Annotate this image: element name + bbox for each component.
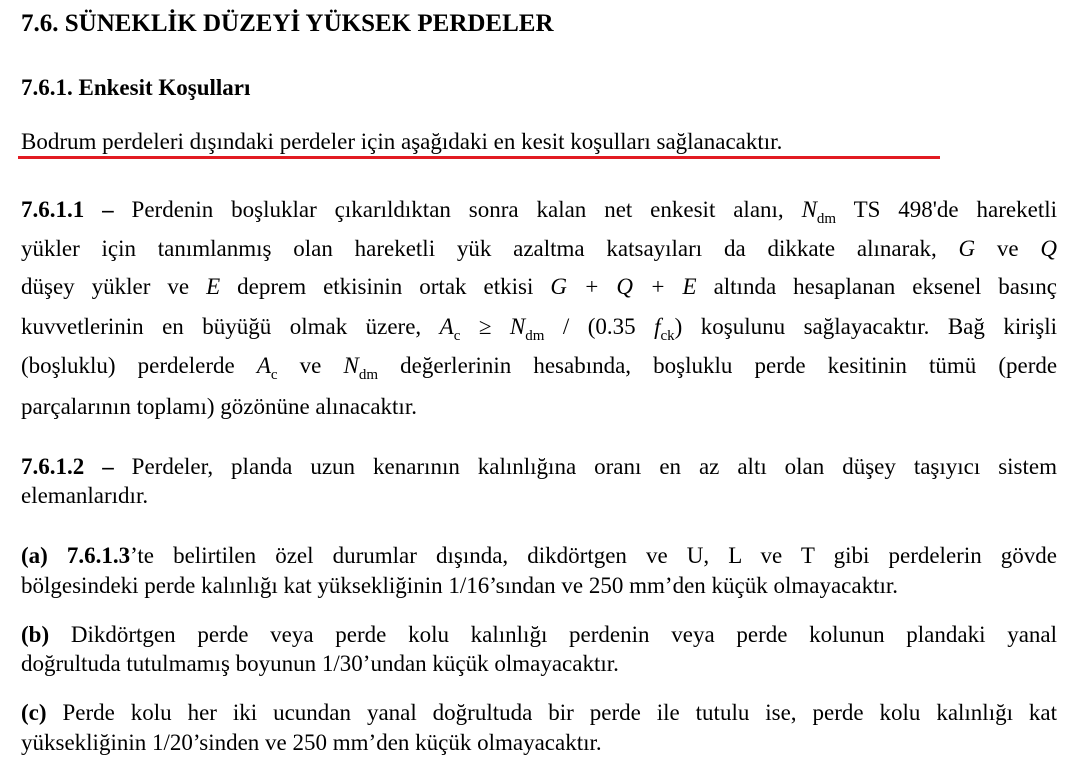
- item-b-line-1: (b) Dikdörtgen perde veya perde kolu kalınlığı perdenin veya perde kolunun plandaki yanal: [21, 622, 1058, 647]
- paragraph-7-6-1-1-line-1: 7.6.1.1 – Perdenin boşluklar çıkarıldıktan sonra kalan net enkesit alanı, $N_{dm}$ TS 498'de hareketli: [21, 197, 1057, 227]
- paragraph-7-6-1-2-line-1: 7.6.1.2 – Perdeler, planda uzun kenarının kalınlığına oranı en az altı olan düşey taşıyıcı sistem: [21, 454, 1057, 479]
- paragraph-7-6-1-1-line-4: kuvvetlerinin en büyüğü olmak üzere, $A_c \ge N_{dm} / (0.35$ $f_{ck}$) koşulunu sağlayacaktır. Bağ kirişli: [21, 314, 1058, 344]
- item-label-c: (c): [21, 700, 47, 725]
- paragraph-7-6-1-1-line-3: düşey yükler ve E deprem etkisinin ortak etkisi G + Q + E altında hesaplanan eksenel basınç: [21, 274, 1057, 299]
- n-dm-symbol: $N_{dm}$: [343, 353, 378, 383]
- subsection-title: 7.6.1. Enkesit Koşulları: [21, 75, 251, 100]
- section-title: 7.6. SÜNEKLİK DÜZEYİ YÜKSEK PERDELER: [21, 10, 554, 37]
- paragraph-7-6-1-1-line-2: yükler için tanımlanmış olan hareketli yük azaltma katsayıları da dikkate alınarak, G ve Q: [21, 236, 1058, 261]
- area-condition-formula: $A_c \ge N_{dm} / (0.35$ $f_{ck}$): [439, 314, 683, 344]
- clause-reference: 7.6.1.3: [66, 543, 131, 568]
- item-c-line-2: yüksekliğinin 1/20’sinden ve 250 mm’den küçük olmayacaktır.: [21, 730, 602, 755]
- load-combination: G + Q + E: [550, 274, 697, 299]
- item-a-line-1: (a) 7.6.1.3’te belirtilen özel durumlar dışında, dikdörtgen ve U, L ve T gibi perdelerin gövde: [21, 543, 1057, 568]
- clause-number: 7.6.1.1 –: [21, 197, 114, 222]
- item-label-b: (b): [21, 622, 50, 647]
- item-a-line-2: bölgesindeki perde kalınlığı kat yüksekliğinin 1/16’sından ve 250 mm’den küçük olmayacaktır.: [21, 573, 899, 598]
- n-dm-symbol: $N_{dm}$: [801, 197, 837, 227]
- clause-number: 7.6.1.2 –: [21, 454, 114, 479]
- paragraph-7-6-1-2-line-2: elemanlarıdır.: [21, 483, 149, 508]
- item-c-line-1: (c) Perde kolu her iki ucundan yanal doğrultuda bir perde ile tutulu ise, perde kolu kalınlığı kat: [21, 700, 1057, 725]
- e-symbol: E: [206, 274, 221, 299]
- item-label-a: (a): [21, 543, 48, 568]
- intro-sentence: Bodrum perdeleri dışındaki perdeler için aşağıdaki en kesit koşulları sağlanacaktır.: [21, 129, 783, 154]
- paragraph-7-6-1-1-line-6: parçalarının toplamı) gözönüne alınacaktır.: [21, 394, 417, 419]
- item-b-line-2: doğrultuda tutulmamış boyunun 1/30’undan küçük olmayacaktır.: [21, 651, 619, 676]
- paragraph-7-6-1-1-line-5: (boşluklu) perdelerde $A_c$ ve $N_{dm}$ değerlerinin hesabında, boşluklu perde kesitinin tümü (perde: [21, 353, 1058, 383]
- a-c-symbol: $A_c$: [256, 353, 278, 383]
- red-underline: [18, 156, 940, 159]
- g-symbol: G: [958, 236, 976, 261]
- q-symbol: Q: [1040, 236, 1058, 261]
